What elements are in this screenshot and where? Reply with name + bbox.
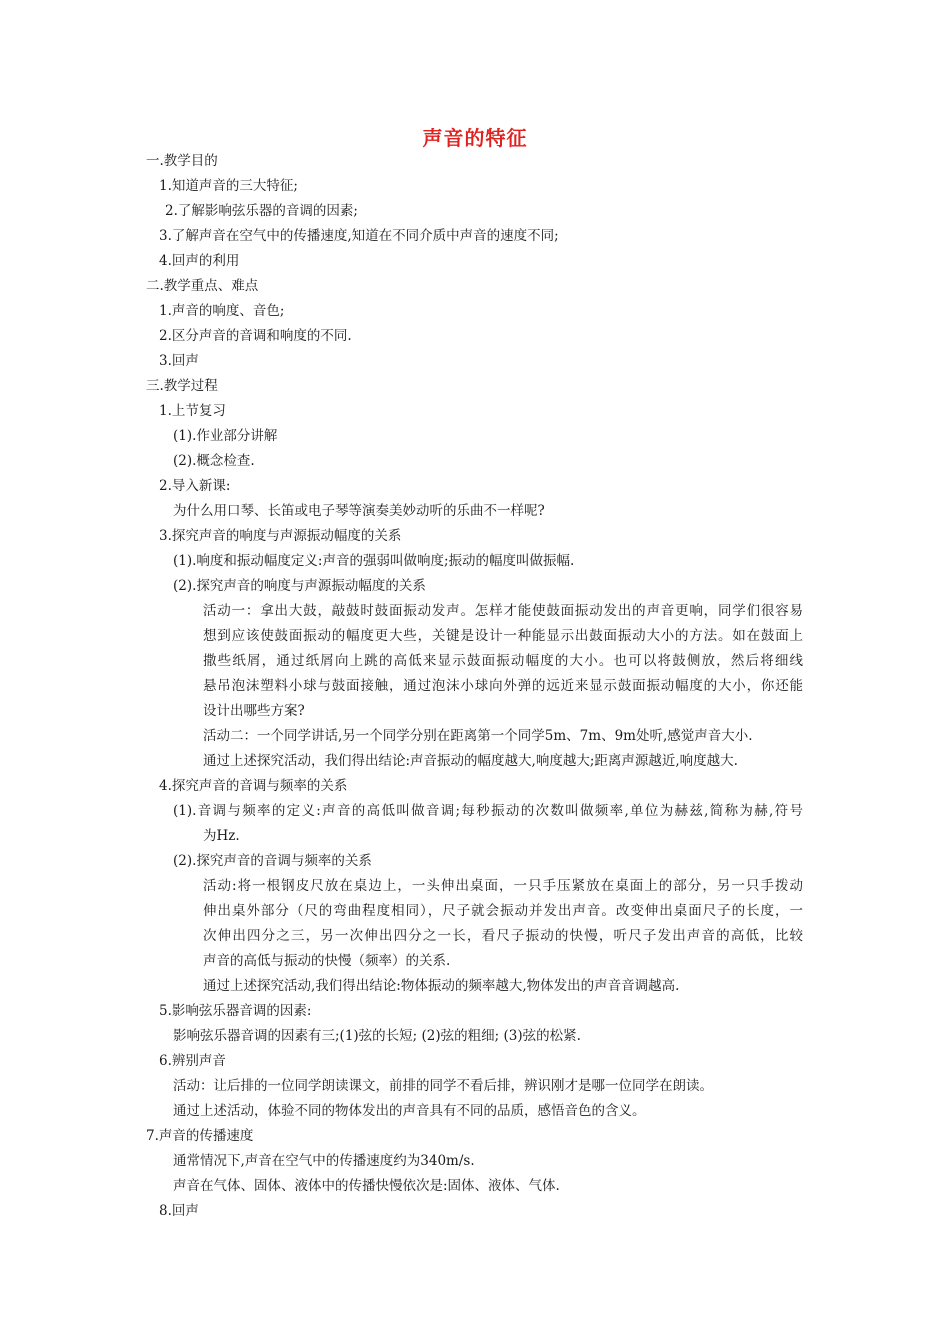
process-step: 4.探究声音的音调与频率的关系 [159, 778, 348, 794]
key-point-item: 3.回声 [159, 353, 199, 369]
objective-item: 1.知道声音的三大特征; [159, 178, 298, 194]
key-point-item: 1.声音的响度、音色; [159, 303, 285, 319]
section-heading-key-points: 二.教学重点、难点 [146, 278, 259, 294]
paragraph-line: 为Hz. [203, 828, 240, 844]
process-substep: (2).探究声音的音调与频率的关系 [173, 853, 372, 869]
process-substep: (1).音调与频率的定义:声音的高低叫做音调;每秒振动的次数叫做频率,单位为赫兹,简称为赫,符号 [173, 803, 803, 819]
paragraph-line: 通过上述探究活动，我们得出结论:声音振动的幅度越大,响度越大;距离声源越近,响度越大. [203, 753, 738, 769]
objective-item: 4.回声的利用 [159, 253, 240, 269]
process-substep: (1).响度和振动幅度定义:声音的强弱叫做响度;振动的幅度叫做振幅. [173, 553, 575, 569]
paragraph-line: 声音在气体、固体、液体中的传播快慢依次是:固体、液体、气体. [173, 1178, 560, 1194]
paragraph-line: 活动：让后排的一位同学朗读课文，前排的同学不看后排，辨识刚才是哪一位同学在朗读。 [173, 1078, 713, 1094]
process-step: 3.探究声音的响度与声源振动幅度的关系 [159, 528, 402, 544]
paragraph-line: 声音的高低与振动的快慢（频率）的关系. [203, 953, 451, 969]
paragraph-line: 撒些纸屑，通过纸屑向上跳的高低来显示鼓面振动幅度的大小。也可以将鼓侧放，然后将细线 [203, 653, 803, 669]
process-step: 8.回声 [159, 1203, 199, 1219]
paragraph-line: 影响弦乐器音调的因素有三;(1)弦的长短; (2)弦的粗细; (3)弦的松紧. [173, 1028, 581, 1044]
paragraph-line: 次伸出四分之三，另一次伸出四分之一长，看尺子振动的快慢，听尺子发出声音的高低，比较 [203, 928, 803, 944]
paragraph-line: 活动二：一个同学讲话,另一个同学分别在距离第一个同学5m、7m、9m处听,感觉声音大小. [203, 728, 753, 744]
objective-item: 2.了解影响弦乐器的音调的因素; [165, 203, 358, 219]
section-heading-process: 三.教学过程 [146, 378, 218, 394]
section-heading-objectives: 一.教学目的 [146, 153, 218, 169]
paragraph-line: 活动一：拿出大鼓，敲鼓时鼓面振动发声。怎样才能使鼓面振动发出的声音更响，同学们很容易 [203, 603, 803, 619]
process-step: 2.导入新课: [159, 478, 231, 494]
paragraph-line: 悬吊泡沫塑料小球与鼓面接触，通过泡沫小球向外弹的远近来显示鼓面振动幅度的大小，你还能 [203, 678, 803, 694]
paragraph-line: 通常情况下,声音在空气中的传播速度约为340m/s. [173, 1153, 475, 1169]
process-substep: (2).概念检查. [173, 453, 255, 469]
paragraph-line: 通过上述探究活动,我们得出结论:物体振动的频率越大,物体发出的声音音调越高. [203, 978, 680, 994]
key-point-item: 2.区分声音的音调和响度的不同. [159, 328, 352, 344]
paragraph-line: 通过上述活动，体验不同的物体发出的声音具有不同的品质，感悟音色的含义。 [173, 1103, 646, 1119]
paragraph-line: 为什么用口琴、长笛或电子琴等演奏美妙动听的乐曲不一样呢? [173, 503, 545, 519]
process-substep: (1).作业部分讲解 [173, 428, 278, 444]
paragraph-line: 设计出哪些方案? [203, 703, 305, 719]
paragraph-line: 想到应该使鼓面振动的幅度更大些，关键是设计一种能显示出鼓面振动大小的方法。如在鼓面上 [203, 628, 803, 644]
paragraph-line: 伸出桌外部分（尺的弯曲程度相同），尺子就会振动并发出声音。改变伸出桌面尺子的长度，一 [203, 903, 803, 919]
process-step: 7.声音的传播速度 [146, 1128, 254, 1144]
process-step: 5.影响弦乐器音调的因素: [159, 1003, 312, 1019]
process-step: 6.辨别声音 [159, 1053, 226, 1069]
paragraph-line: 活动:将一根钢皮尺放在桌边上，一头伸出桌面，一只手压紧放在桌面上的部分，另一只手拨动 [203, 878, 803, 894]
objective-item: 3.了解声音在空气中的传播速度,知道在不同介质中声音的速度不同; [159, 228, 559, 244]
process-substep: (2).探究声音的响度与声源振动幅度的关系 [173, 578, 426, 594]
process-step: 1.上节复习 [159, 403, 226, 419]
document-title: 声音的特征 [422, 126, 528, 150]
